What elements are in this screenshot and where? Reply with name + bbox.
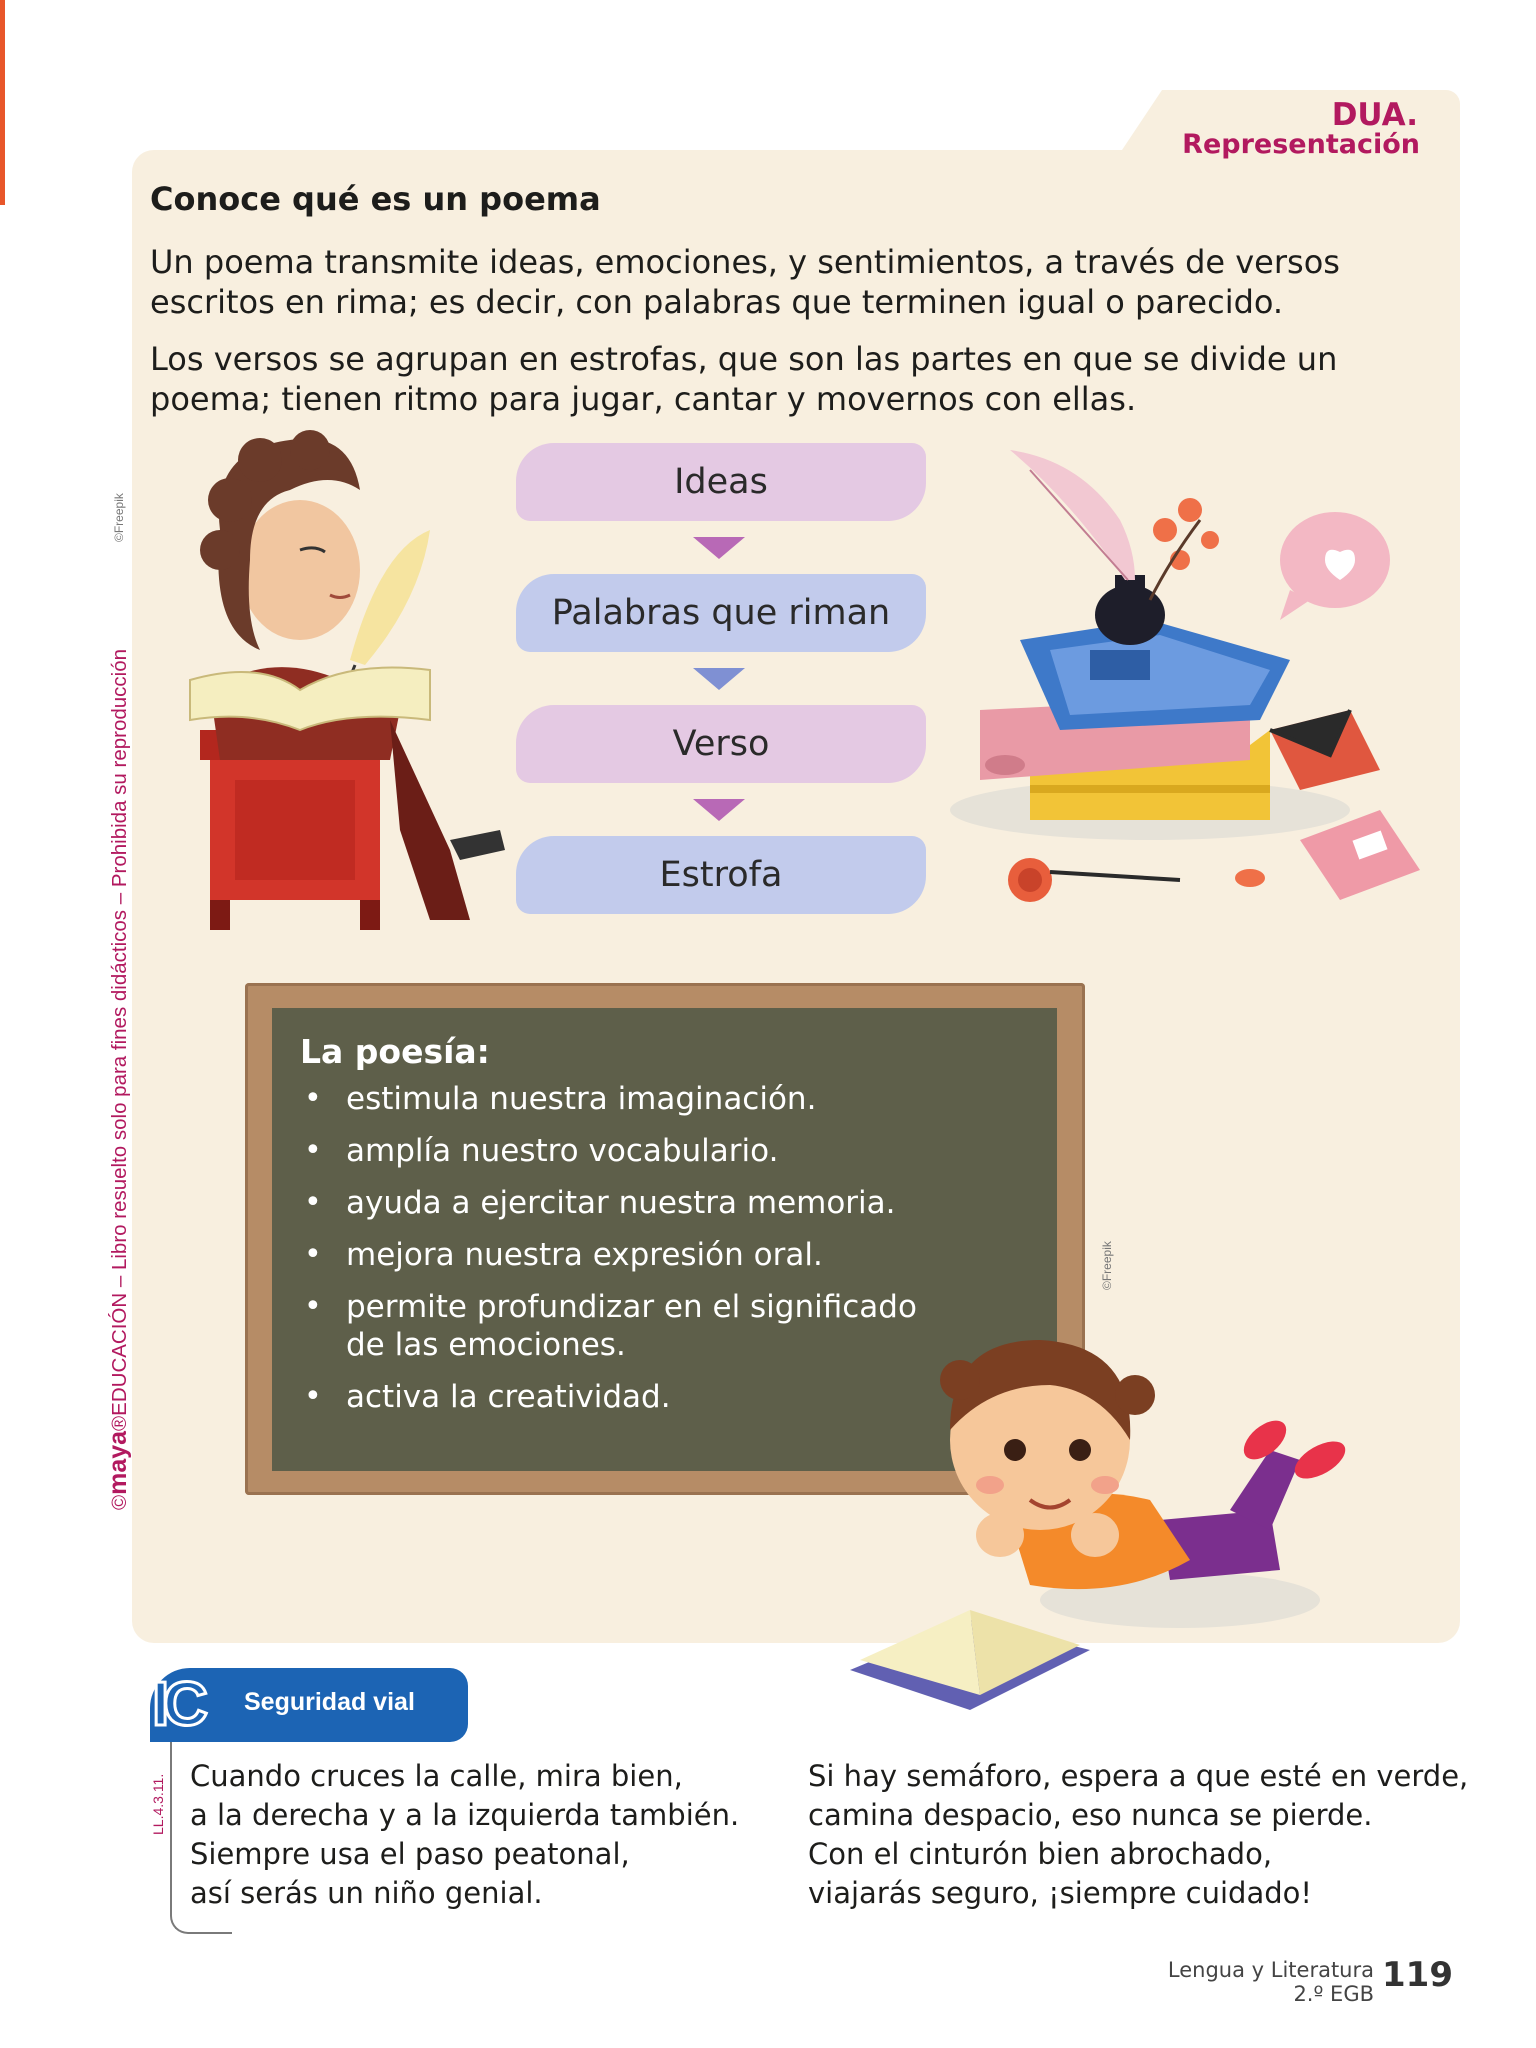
image-credit: ©Freepik [1100, 1241, 1114, 1290]
list-item [300, 1132, 940, 1170]
list-item [300, 1236, 940, 1274]
poem-line: Cuando cruces la calle, mira bien, [190, 1759, 683, 1793]
curriculum-code: LL.4.3.11. [150, 1773, 166, 1835]
intro-paragraph: Un poema transmite ideas, emociones, y sentimientos, a través de versos escritos en rima; es decir, con palabras que terminen igual o parecido. [150, 243, 1340, 321]
list-item [300, 1080, 940, 1118]
benefit-text: mejora nuestra expresión oral. [346, 1237, 823, 1273]
poem-line: Con el cinturón bien abrochado, [808, 1837, 1273, 1871]
poem-stanza-1 [190, 1757, 739, 1913]
brand-logo-text: maya [104, 1430, 132, 1495]
flow-step-estrofa: Estrofa [516, 836, 926, 914]
section-title: Conoce qué es un poema [150, 180, 601, 218]
poem-line: así serás un niño genial. [190, 1876, 543, 1910]
list-item [300, 1288, 940, 1364]
page-number: 119 [1382, 1955, 1453, 1995]
bullet-icon: • [304, 1237, 322, 1272]
girl-reading-illustration [850, 1300, 1370, 1750]
page-edge-strip [0, 0, 5, 205]
chalkboard-title: La poesía: [300, 1032, 490, 1071]
poetry-benefits-list [300, 1080, 940, 1430]
footer-grade: 2.º EGB [1293, 1982, 1374, 2006]
flow-step-palabras: Palabras que riman [516, 574, 926, 652]
ic-logo: IC [152, 1670, 202, 1739]
poem-line: Si hay semáforo, espera a que esté en verde, [808, 1759, 1469, 1793]
bullet-icon: • [304, 1185, 322, 1220]
benefit-text: estimula nuestra imaginación. [346, 1081, 817, 1117]
poem-line: a la derecha y a la izquierda también. [190, 1798, 740, 1832]
stanza-paragraph: Los versos se agrupan en estrofas, que son las partes en que se divide un poema; tienen ritmo para jugar, cantar y movernos con ellas. [150, 340, 1338, 418]
dua-badge-title: DUA. [1331, 97, 1418, 133]
list-item [300, 1378, 940, 1416]
poem-line: camina despacio, eso nunca se pierde. [808, 1798, 1373, 1832]
seguridad-vial-label: Seguridad vial [244, 1688, 415, 1716]
dua-badge-subtitle: Representación [1182, 129, 1420, 160]
flow-step-verso: Verso [516, 705, 926, 783]
benefit-text: amplía nuestro vocabulario. [346, 1133, 779, 1169]
flow-arrow-3 [693, 799, 745, 821]
poem-stanza-2 [808, 1757, 1468, 1913]
footer-subject: Lengua y Literatura [1167, 1958, 1374, 1982]
benefit-text: ayuda a ejercitar nuestra memoria. [346, 1185, 896, 1221]
poet-illustration [150, 430, 520, 940]
bullet-icon: • [304, 1081, 322, 1116]
bullet-icon: • [304, 1133, 322, 1168]
list-item [300, 1184, 940, 1222]
benefit-text: permite profundizar en el significado de las emociones. [346, 1289, 917, 1363]
bullet-icon: • [304, 1379, 322, 1414]
poem-line: viajarás seguro, ¡siempre cuidado! [808, 1876, 1313, 1910]
flow-arrow-1 [693, 537, 745, 559]
books-ink-illustration [950, 440, 1450, 930]
flow-arrow-2 [693, 668, 745, 690]
benefit-text: activa la creatividad. [346, 1379, 671, 1415]
copyright-notice: ©maya®EDUCACIÓN – Libro resuelto solo para fines didácticos – Prohibida su reproducción [104, 648, 132, 1510]
image-credit: ©Freepik [112, 493, 126, 542]
poem-line: Siempre usa el paso peatonal, [190, 1837, 630, 1871]
flow-step-ideas: Ideas [516, 443, 926, 521]
bullet-icon: • [304, 1289, 322, 1324]
